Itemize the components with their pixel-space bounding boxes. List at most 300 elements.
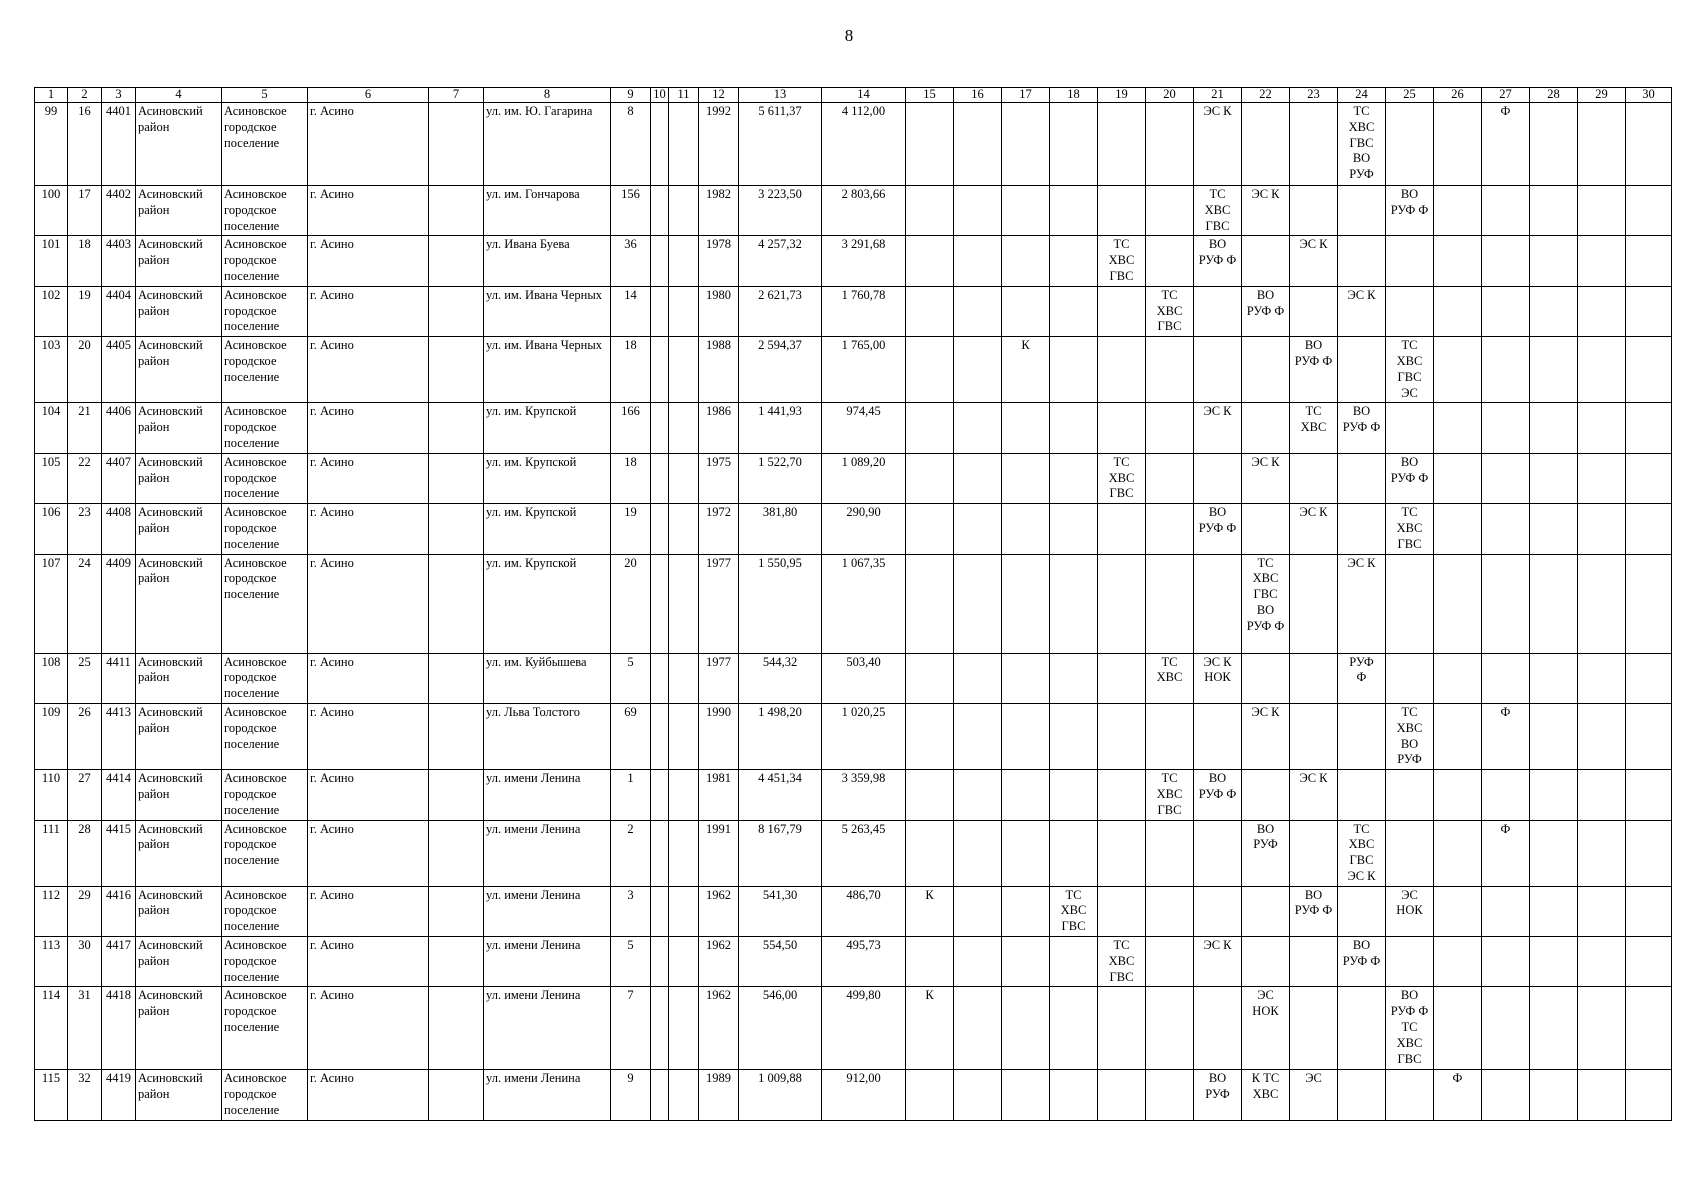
cell-col-11 bbox=[669, 554, 699, 653]
cell-col-22: ВО РУФ bbox=[1242, 820, 1290, 886]
column-header-27: 27 bbox=[1482, 88, 1530, 103]
cell-col-22: ЭС К bbox=[1242, 453, 1290, 503]
cell-col-15 bbox=[906, 554, 954, 653]
cell-col-29 bbox=[1578, 1070, 1626, 1120]
cell-col-24: ТС ХВС ГВС ВО РУФ bbox=[1338, 103, 1386, 186]
cell-col-18 bbox=[1050, 504, 1098, 554]
cell-col-27 bbox=[1482, 653, 1530, 703]
cell-col-28 bbox=[1530, 1070, 1578, 1120]
cell-col-12: 1977 bbox=[699, 554, 739, 653]
cell-col-11 bbox=[669, 186, 699, 236]
cell-col-29 bbox=[1578, 186, 1626, 236]
table-row bbox=[35, 820, 1672, 886]
cell-col-30 bbox=[1626, 504, 1672, 554]
cell-col-21 bbox=[1194, 703, 1242, 769]
column-header-12: 12 bbox=[699, 88, 739, 103]
cell-col-22 bbox=[1242, 236, 1290, 286]
cell-col-27 bbox=[1482, 987, 1530, 1070]
table-row bbox=[35, 1070, 1672, 1120]
cell-col-29 bbox=[1578, 653, 1626, 703]
cell-col-4: Асиновский район bbox=[136, 937, 222, 987]
cell-col-26 bbox=[1434, 820, 1482, 886]
cell-col-23 bbox=[1290, 186, 1338, 236]
cell-col-3: 4417 bbox=[102, 937, 136, 987]
cell-col-30 bbox=[1626, 403, 1672, 453]
cell-col-14: 1 765,00 bbox=[822, 337, 906, 403]
column-header-18: 18 bbox=[1050, 88, 1098, 103]
cell-col-21 bbox=[1194, 554, 1242, 653]
cell-col-7 bbox=[429, 1070, 484, 1120]
cell-col-6: г. Асино bbox=[308, 554, 429, 653]
cell-col-15 bbox=[906, 337, 954, 403]
cell-col-12: 1990 bbox=[699, 703, 739, 769]
cell-col-7 bbox=[429, 504, 484, 554]
cell-col-4: Асиновский район bbox=[136, 703, 222, 769]
cell-col-4: Асиновский район bbox=[136, 987, 222, 1070]
cell-col-16 bbox=[954, 770, 1002, 820]
cell-col-13: 1 498,20 bbox=[739, 703, 822, 769]
cell-col-12: 1988 bbox=[699, 337, 739, 403]
cell-col-9: 14 bbox=[611, 286, 651, 336]
table-row bbox=[35, 703, 1672, 769]
cell-col-29 bbox=[1578, 554, 1626, 653]
cell-col-25: ЭС НОК bbox=[1386, 886, 1434, 936]
cell-col-8: ул. им. Ю. Гагарина bbox=[484, 103, 611, 186]
cell-col-1: 99 bbox=[35, 103, 68, 186]
cell-col-28 bbox=[1530, 453, 1578, 503]
cell-col-16 bbox=[954, 1070, 1002, 1120]
cell-col-6: г. Асино bbox=[308, 703, 429, 769]
cell-col-18 bbox=[1050, 554, 1098, 653]
cell-col-26 bbox=[1434, 653, 1482, 703]
cell-col-24 bbox=[1338, 770, 1386, 820]
table-row bbox=[35, 453, 1672, 503]
cell-col-10 bbox=[651, 337, 669, 403]
cell-col-5: Асиновское городское поселение bbox=[222, 937, 308, 987]
table-row bbox=[35, 286, 1672, 336]
cell-col-18 bbox=[1050, 770, 1098, 820]
cell-col-3: 4406 bbox=[102, 403, 136, 453]
cell-col-6: г. Асино bbox=[308, 103, 429, 186]
cell-col-21 bbox=[1194, 820, 1242, 886]
cell-col-7 bbox=[429, 186, 484, 236]
cell-col-13: 1 009,88 bbox=[739, 1070, 822, 1120]
cell-col-27 bbox=[1482, 937, 1530, 987]
cell-col-21: ВО РУФ Ф bbox=[1194, 236, 1242, 286]
cell-col-11 bbox=[669, 653, 699, 703]
cell-col-2: 30 bbox=[68, 937, 102, 987]
cell-col-20 bbox=[1146, 703, 1194, 769]
cell-col-17 bbox=[1002, 770, 1050, 820]
cell-col-5: Асиновское городское поселение bbox=[222, 337, 308, 403]
table-row bbox=[35, 236, 1672, 286]
cell-col-2: 28 bbox=[68, 820, 102, 886]
cell-col-25 bbox=[1386, 653, 1434, 703]
cell-col-10 bbox=[651, 453, 669, 503]
column-header-11: 11 bbox=[669, 88, 699, 103]
cell-col-2: 31 bbox=[68, 987, 102, 1070]
column-header-24: 24 bbox=[1338, 88, 1386, 103]
cell-col-3: 4413 bbox=[102, 703, 136, 769]
cell-col-19: ТС ХВС ГВС bbox=[1098, 236, 1146, 286]
cell-col-7 bbox=[429, 886, 484, 936]
cell-col-22 bbox=[1242, 886, 1290, 936]
cell-col-4: Асиновский район bbox=[136, 653, 222, 703]
cell-col-2: 21 bbox=[68, 403, 102, 453]
column-header-4: 4 bbox=[136, 88, 222, 103]
cell-col-16 bbox=[954, 703, 1002, 769]
cell-col-15 bbox=[906, 453, 954, 503]
cell-col-12: 1981 bbox=[699, 770, 739, 820]
cell-col-23 bbox=[1290, 653, 1338, 703]
cell-col-12: 1977 bbox=[699, 653, 739, 703]
cell-col-8: ул. имени Ленина bbox=[484, 1070, 611, 1120]
cell-col-14: 1 067,35 bbox=[822, 554, 906, 653]
cell-col-4: Асиновский район bbox=[136, 186, 222, 236]
cell-col-27 bbox=[1482, 504, 1530, 554]
cell-col-1: 103 bbox=[35, 337, 68, 403]
cell-col-13: 1 522,70 bbox=[739, 453, 822, 503]
cell-col-6: г. Асино bbox=[308, 987, 429, 1070]
cell-col-1: 109 bbox=[35, 703, 68, 769]
cell-col-1: 102 bbox=[35, 286, 68, 336]
cell-col-27 bbox=[1482, 286, 1530, 336]
cell-col-16 bbox=[954, 236, 1002, 286]
cell-col-10 bbox=[651, 554, 669, 653]
cell-col-21 bbox=[1194, 886, 1242, 936]
cell-col-23 bbox=[1290, 820, 1338, 886]
cell-col-14: 499,80 bbox=[822, 987, 906, 1070]
cell-col-21 bbox=[1194, 987, 1242, 1070]
cell-col-5: Асиновское городское поселение bbox=[222, 186, 308, 236]
cell-col-11 bbox=[669, 504, 699, 554]
column-header-19: 19 bbox=[1098, 88, 1146, 103]
cell-col-21: ВО РУФ Ф bbox=[1194, 504, 1242, 554]
cell-col-16 bbox=[954, 103, 1002, 186]
cell-col-18: ТС ХВС ГВС bbox=[1050, 886, 1098, 936]
cell-col-17 bbox=[1002, 236, 1050, 286]
cell-col-17 bbox=[1002, 937, 1050, 987]
cell-col-14: 1 089,20 bbox=[822, 453, 906, 503]
cell-col-19 bbox=[1098, 286, 1146, 336]
cell-col-2: 18 bbox=[68, 236, 102, 286]
table-row bbox=[35, 504, 1672, 554]
cell-col-18 bbox=[1050, 653, 1098, 703]
cell-col-24 bbox=[1338, 186, 1386, 236]
cell-col-7 bbox=[429, 554, 484, 653]
cell-col-8: ул. имени Ленина bbox=[484, 820, 611, 886]
cell-col-13: 544,32 bbox=[739, 653, 822, 703]
cell-col-23 bbox=[1290, 286, 1338, 336]
cell-col-23 bbox=[1290, 987, 1338, 1070]
table-row bbox=[35, 886, 1672, 936]
cell-col-5: Асиновское городское поселение bbox=[222, 403, 308, 453]
cell-col-12: 1986 bbox=[699, 403, 739, 453]
cell-col-9: 19 bbox=[611, 504, 651, 554]
cell-col-5: Асиновское городское поселение bbox=[222, 453, 308, 503]
cell-col-2: 16 bbox=[68, 103, 102, 186]
cell-col-8: ул. имени Ленина bbox=[484, 937, 611, 987]
cell-col-25 bbox=[1386, 286, 1434, 336]
cell-col-1: 111 bbox=[35, 820, 68, 886]
cell-col-7 bbox=[429, 987, 484, 1070]
cell-col-19: ТС ХВС ГВС bbox=[1098, 937, 1146, 987]
cell-col-11 bbox=[669, 103, 699, 186]
cell-col-3: 4409 bbox=[102, 554, 136, 653]
column-header-26: 26 bbox=[1434, 88, 1482, 103]
cell-col-29 bbox=[1578, 403, 1626, 453]
cell-col-28 bbox=[1530, 987, 1578, 1070]
cell-col-9: 7 bbox=[611, 987, 651, 1070]
cell-col-5: Асиновское городское поселение bbox=[222, 103, 308, 186]
cell-col-26 bbox=[1434, 103, 1482, 186]
cell-col-30 bbox=[1626, 703, 1672, 769]
cell-col-14: 4 112,00 bbox=[822, 103, 906, 186]
column-header-20: 20 bbox=[1146, 88, 1194, 103]
cell-col-22: ЭС К bbox=[1242, 703, 1290, 769]
cell-col-20: ТС ХВС ГВС bbox=[1146, 770, 1194, 820]
cell-col-25: ТС ХВС ВО РУФ bbox=[1386, 703, 1434, 769]
cell-col-24: ТС ХВС ГВС ЭС К bbox=[1338, 820, 1386, 886]
cell-col-13: 4 257,32 bbox=[739, 236, 822, 286]
cell-col-6: г. Асино bbox=[308, 770, 429, 820]
cell-col-19 bbox=[1098, 703, 1146, 769]
cell-col-3: 4407 bbox=[102, 453, 136, 503]
cell-col-24 bbox=[1338, 886, 1386, 936]
cell-col-10 bbox=[651, 937, 669, 987]
cell-col-6: г. Асино bbox=[308, 186, 429, 236]
cell-col-28 bbox=[1530, 286, 1578, 336]
cell-col-27 bbox=[1482, 186, 1530, 236]
cell-col-24 bbox=[1338, 236, 1386, 286]
cell-col-9: 5 bbox=[611, 653, 651, 703]
cell-col-28 bbox=[1530, 937, 1578, 987]
cell-col-28 bbox=[1530, 236, 1578, 286]
cell-col-27 bbox=[1482, 886, 1530, 936]
cell-col-25 bbox=[1386, 236, 1434, 286]
column-header-8: 8 bbox=[484, 88, 611, 103]
cell-col-29 bbox=[1578, 770, 1626, 820]
cell-col-28 bbox=[1530, 653, 1578, 703]
cell-col-22 bbox=[1242, 770, 1290, 820]
cell-col-2: 25 bbox=[68, 653, 102, 703]
cell-col-16 bbox=[954, 820, 1002, 886]
cell-col-30 bbox=[1626, 820, 1672, 886]
cell-col-8: ул. Льва Толстого bbox=[484, 703, 611, 769]
cell-col-7 bbox=[429, 337, 484, 403]
cell-col-14: 5 263,45 bbox=[822, 820, 906, 886]
cell-col-15 bbox=[906, 504, 954, 554]
cell-col-7 bbox=[429, 236, 484, 286]
cell-col-7 bbox=[429, 286, 484, 336]
cell-col-8: ул. им. Куйбышева bbox=[484, 653, 611, 703]
cell-col-11 bbox=[669, 987, 699, 1070]
cell-col-29 bbox=[1578, 286, 1626, 336]
cell-col-2: 17 bbox=[68, 186, 102, 236]
cell-col-10 bbox=[651, 236, 669, 286]
page-number: 8 bbox=[844, 26, 854, 45]
cell-col-27 bbox=[1482, 337, 1530, 403]
cell-col-9: 2 bbox=[611, 820, 651, 886]
cell-col-20: ТС ХВС bbox=[1146, 653, 1194, 703]
cell-col-1: 113 bbox=[35, 937, 68, 987]
cell-col-2: 27 bbox=[68, 770, 102, 820]
cell-col-27: Ф bbox=[1482, 703, 1530, 769]
cell-col-28 bbox=[1530, 820, 1578, 886]
column-header-30: 30 bbox=[1626, 88, 1672, 103]
cell-col-16 bbox=[954, 554, 1002, 653]
cell-col-12: 1989 bbox=[699, 1070, 739, 1120]
cell-col-19: ТС ХВС ГВС bbox=[1098, 453, 1146, 503]
cell-col-7 bbox=[429, 653, 484, 703]
cell-col-16 bbox=[954, 504, 1002, 554]
cell-col-27 bbox=[1482, 236, 1530, 286]
cell-col-25 bbox=[1386, 403, 1434, 453]
cell-col-28 bbox=[1530, 770, 1578, 820]
cell-col-5: Асиновское городское поселение bbox=[222, 703, 308, 769]
cell-col-17 bbox=[1002, 703, 1050, 769]
cell-col-26 bbox=[1434, 554, 1482, 653]
cell-col-21: ВО РУФ Ф bbox=[1194, 770, 1242, 820]
cell-col-26: Ф bbox=[1434, 1070, 1482, 1120]
cell-col-17 bbox=[1002, 1070, 1050, 1120]
cell-col-23: ТС ХВС bbox=[1290, 403, 1338, 453]
cell-col-25 bbox=[1386, 937, 1434, 987]
cell-col-1: 110 bbox=[35, 770, 68, 820]
cell-col-12: 1980 bbox=[699, 286, 739, 336]
cell-col-11 bbox=[669, 236, 699, 286]
cell-col-22 bbox=[1242, 937, 1290, 987]
cell-col-19 bbox=[1098, 403, 1146, 453]
cell-col-3: 4416 bbox=[102, 886, 136, 936]
cell-col-8: ул. им. Крупской bbox=[484, 403, 611, 453]
cell-col-15 bbox=[906, 703, 954, 769]
cell-col-23: ЭС К bbox=[1290, 236, 1338, 286]
cell-col-11 bbox=[669, 937, 699, 987]
cell-col-27 bbox=[1482, 770, 1530, 820]
cell-col-24 bbox=[1338, 1070, 1386, 1120]
cell-col-5: Асиновское городское поселение bbox=[222, 554, 308, 653]
cell-col-8: ул. имени Ленина bbox=[484, 987, 611, 1070]
column-header-25: 25 bbox=[1386, 88, 1434, 103]
cell-col-3: 4418 bbox=[102, 987, 136, 1070]
cell-col-19 bbox=[1098, 653, 1146, 703]
cell-col-8: ул. им. Крупской bbox=[484, 554, 611, 653]
column-header-6: 6 bbox=[308, 88, 429, 103]
cell-col-30 bbox=[1626, 186, 1672, 236]
cell-col-13: 1 441,93 bbox=[739, 403, 822, 453]
cell-col-11 bbox=[669, 1070, 699, 1120]
cell-col-13: 546,00 bbox=[739, 987, 822, 1070]
cell-col-12: 1978 bbox=[699, 236, 739, 286]
cell-col-15 bbox=[906, 103, 954, 186]
cell-col-25 bbox=[1386, 554, 1434, 653]
cell-col-23: ЭС К bbox=[1290, 770, 1338, 820]
cell-col-9: 5 bbox=[611, 937, 651, 987]
cell-col-15 bbox=[906, 236, 954, 286]
cell-col-3: 4403 bbox=[102, 236, 136, 286]
cell-col-5: Асиновское городское поселение bbox=[222, 653, 308, 703]
cell-col-18 bbox=[1050, 103, 1098, 186]
cell-col-11 bbox=[669, 886, 699, 936]
cell-col-10 bbox=[651, 504, 669, 554]
cell-col-27 bbox=[1482, 403, 1530, 453]
cell-col-4: Асиновский район bbox=[136, 403, 222, 453]
cell-col-20 bbox=[1146, 1070, 1194, 1120]
cell-col-25 bbox=[1386, 103, 1434, 186]
cell-col-30 bbox=[1626, 770, 1672, 820]
cell-col-28 bbox=[1530, 703, 1578, 769]
cell-col-13: 2 621,73 bbox=[739, 286, 822, 336]
cell-col-29 bbox=[1578, 236, 1626, 286]
cell-col-21: ЭС К bbox=[1194, 103, 1242, 186]
cell-col-28 bbox=[1530, 186, 1578, 236]
cell-col-8: ул. имени Ленина bbox=[484, 886, 611, 936]
column-header-9: 9 bbox=[611, 88, 651, 103]
table-row bbox=[35, 403, 1672, 453]
cell-col-29 bbox=[1578, 937, 1626, 987]
cell-col-10 bbox=[651, 186, 669, 236]
cell-col-12: 1991 bbox=[699, 820, 739, 886]
cell-col-22: ЭС НОК bbox=[1242, 987, 1290, 1070]
cell-col-21: ЭС К bbox=[1194, 937, 1242, 987]
cell-col-12: 1962 bbox=[699, 987, 739, 1070]
cell-col-20 bbox=[1146, 554, 1194, 653]
table-body bbox=[35, 103, 1672, 1121]
cell-col-18 bbox=[1050, 337, 1098, 403]
cell-col-9: 1 bbox=[611, 770, 651, 820]
cell-col-17 bbox=[1002, 554, 1050, 653]
cell-col-1: 108 bbox=[35, 653, 68, 703]
table-row bbox=[35, 770, 1672, 820]
cell-col-5: Асиновское городское поселение bbox=[222, 820, 308, 886]
cell-col-20 bbox=[1146, 403, 1194, 453]
column-header-22: 22 bbox=[1242, 88, 1290, 103]
cell-col-11 bbox=[669, 403, 699, 453]
cell-col-27: Ф bbox=[1482, 103, 1530, 186]
column-header-29: 29 bbox=[1578, 88, 1626, 103]
cell-col-12: 1982 bbox=[699, 186, 739, 236]
cell-col-22 bbox=[1242, 653, 1290, 703]
table-row bbox=[35, 337, 1672, 403]
cell-col-16 bbox=[954, 337, 1002, 403]
cell-col-5: Асиновское городское поселение bbox=[222, 286, 308, 336]
cell-col-16 bbox=[954, 403, 1002, 453]
cell-col-29 bbox=[1578, 703, 1626, 769]
cell-col-11 bbox=[669, 703, 699, 769]
cell-col-17 bbox=[1002, 504, 1050, 554]
cell-col-17 bbox=[1002, 403, 1050, 453]
cell-col-17 bbox=[1002, 186, 1050, 236]
cell-col-20 bbox=[1146, 886, 1194, 936]
cell-col-5: Асиновское городское поселение bbox=[222, 987, 308, 1070]
cell-col-18 bbox=[1050, 703, 1098, 769]
cell-col-11 bbox=[669, 337, 699, 403]
cell-col-1: 112 bbox=[35, 886, 68, 936]
cell-col-6: г. Асино bbox=[308, 453, 429, 503]
cell-col-2: 19 bbox=[68, 286, 102, 336]
cell-col-25 bbox=[1386, 1070, 1434, 1120]
cell-col-23 bbox=[1290, 703, 1338, 769]
cell-col-13: 1 550,95 bbox=[739, 554, 822, 653]
table-row bbox=[35, 937, 1672, 987]
column-header-7: 7 bbox=[429, 88, 484, 103]
cell-col-8: ул. им. Крупской bbox=[484, 504, 611, 554]
cell-col-27: Ф bbox=[1482, 820, 1530, 886]
cell-col-16 bbox=[954, 987, 1002, 1070]
table-row bbox=[35, 554, 1672, 653]
cell-col-14: 495,73 bbox=[822, 937, 906, 987]
